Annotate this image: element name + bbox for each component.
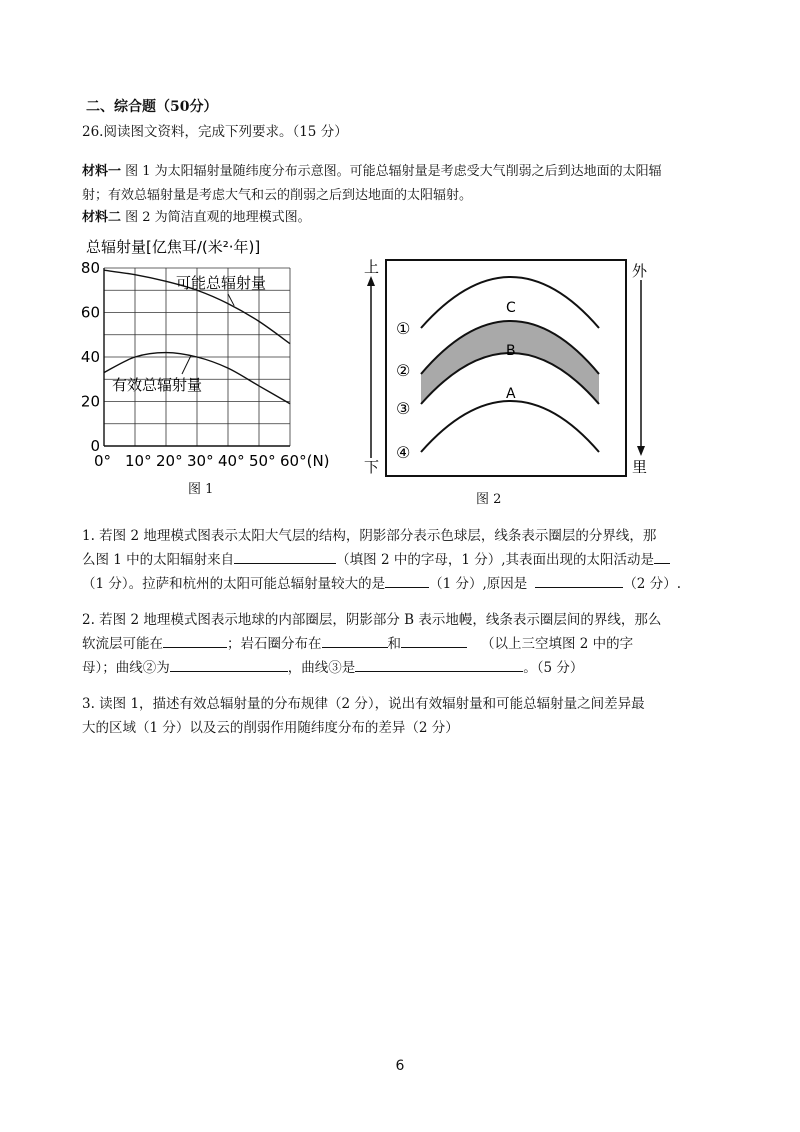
- material-two-line1: 图 2 为简洁直观的地理模式图。: [121, 210, 311, 225]
- q2-line2d: （以上三空填图 2 中的字: [481, 636, 634, 652]
- q1-blank-activity[interactable]: [654, 548, 670, 564]
- q2-line2c: 和: [387, 636, 401, 652]
- q2-blank-curve3[interactable]: [355, 656, 523, 672]
- q2-line1: 2. 若图 2 地理模式图表示地球的内部圈层，阴影部分 B 表示地幔，线条表示圈层间的界线，那么: [82, 612, 662, 628]
- left-arrow-head: [367, 276, 375, 286]
- q2-line3b: ，曲线③是: [287, 660, 356, 676]
- label-a: A: [506, 386, 516, 402]
- series-label-effective: 有效总辐射量: [112, 376, 203, 394]
- q2-blank-curve2[interactable]: [170, 656, 288, 672]
- q1-line3c: （2 分）.: [623, 576, 681, 592]
- q1-line2b: （填图 2 中的字母，1 分）,其表面出现的太阳活动是: [336, 552, 655, 568]
- label-outer: 外: [632, 262, 648, 280]
- material-one: [82, 160, 722, 208]
- question-1: [82, 524, 722, 596]
- y-tick-labels: [81, 259, 100, 455]
- y-tick-label: 60: [80, 303, 100, 322]
- material-one-line1: 图 1 为太阳辐射量随纬度分布示意图。可能总辐射量是考虑受大气削弱之后到达地面的太阳辐: [121, 164, 662, 179]
- material-two: [82, 206, 722, 230]
- q2-line2b: ；岩石圈分布在: [227, 636, 322, 652]
- y-tick-label: 20: [80, 392, 100, 411]
- y-tick-label: 0: [90, 437, 100, 455]
- marker-4: ④: [396, 443, 411, 462]
- x-tick-label: 0°: [94, 452, 112, 470]
- q2-blank-asthenosphere[interactable]: [163, 632, 227, 648]
- q2-line3a: 母）；曲线②为: [82, 660, 170, 676]
- q2-blank-lithosphere-2[interactable]: [401, 632, 467, 648]
- q1-line2a: 么图 1 中的太阳辐射来自: [82, 552, 235, 568]
- curve-4: [421, 401, 599, 452]
- label-inner: 里: [632, 458, 648, 476]
- page-number: 6: [395, 1058, 405, 1074]
- marker-3: ③: [396, 399, 411, 418]
- x-tick-label: 20°: [156, 452, 183, 470]
- figure-2-caption: 图 2: [476, 492, 502, 507]
- q1-line3b: （1 分）,原因是: [429, 576, 528, 592]
- label-top: 上: [364, 258, 380, 276]
- figure-2-diagram: [355, 250, 665, 480]
- y-tick-label: 80: [80, 259, 100, 277]
- q1-blank-reason[interactable]: [535, 572, 623, 588]
- q1-blank-source[interactable]: [234, 548, 336, 564]
- q2-blank-lithosphere-1[interactable]: [322, 632, 388, 648]
- figure-1-caption: 图 1: [188, 482, 214, 497]
- q2-line2a: 软流层可能在: [82, 636, 163, 652]
- x-tick-label: 40°: [218, 452, 245, 470]
- q1-blank-city[interactable]: [385, 572, 429, 588]
- series-label-possible: 可能总辐射量: [176, 274, 267, 292]
- q3-line1: 3. 读图 1，描述有效总辐射量的分布规律（2 分），说出有效辐射量和可能总辐射量之间差异最: [82, 696, 645, 712]
- q1-line3a: （1 分）。拉萨和杭州的太阳可能总辐射量较大的是: [82, 576, 386, 592]
- y-tick-label: 40: [80, 348, 100, 366]
- x-tick-labels: [94, 452, 330, 470]
- chart-title: 总辐射量[亿焦耳/(米²·年)]: [86, 238, 261, 256]
- section-title: 二、综合题（50分）: [86, 99, 218, 115]
- marker-1: ①: [396, 319, 411, 338]
- right-arrow-head: [637, 446, 645, 456]
- series-pointer-effective: [182, 356, 191, 374]
- question-intro: 26.阅读图文资料，完成下列要求。（15 分）: [82, 124, 348, 140]
- question-3: [82, 692, 722, 740]
- x-tick-label: 30°: [187, 452, 214, 470]
- x-tick-label: 60°(N): [280, 452, 330, 470]
- q1-line1: 1. 若图 2 地理模式图表示太阳大气层的结构，阴影部分表示色球层，线条表示圈层的分界线，那: [82, 528, 657, 544]
- q3-line2: 大的区域（1 分）以及云的削弱作用随纬度分布的差异（2 分）: [82, 720, 459, 736]
- material-one-label: 材料一: [82, 164, 122, 179]
- material-one-line2: 射；有效总辐射量是考虑大气和云的削弱之后到达地面的太阳辐射。: [82, 188, 473, 203]
- figure-1-chart: [60, 232, 350, 494]
- material-two-label: 材料二: [82, 210, 122, 225]
- label-c: C: [506, 300, 516, 316]
- question-2: [82, 608, 722, 680]
- q2-line3c: 。（5 分）: [523, 660, 584, 676]
- marker-2: ②: [396, 361, 411, 380]
- label-bottom: 下: [364, 458, 380, 476]
- x-tick-label: 10°: [125, 452, 152, 470]
- label-b: B: [506, 343, 516, 359]
- x-tick-label: 50°: [249, 452, 276, 470]
